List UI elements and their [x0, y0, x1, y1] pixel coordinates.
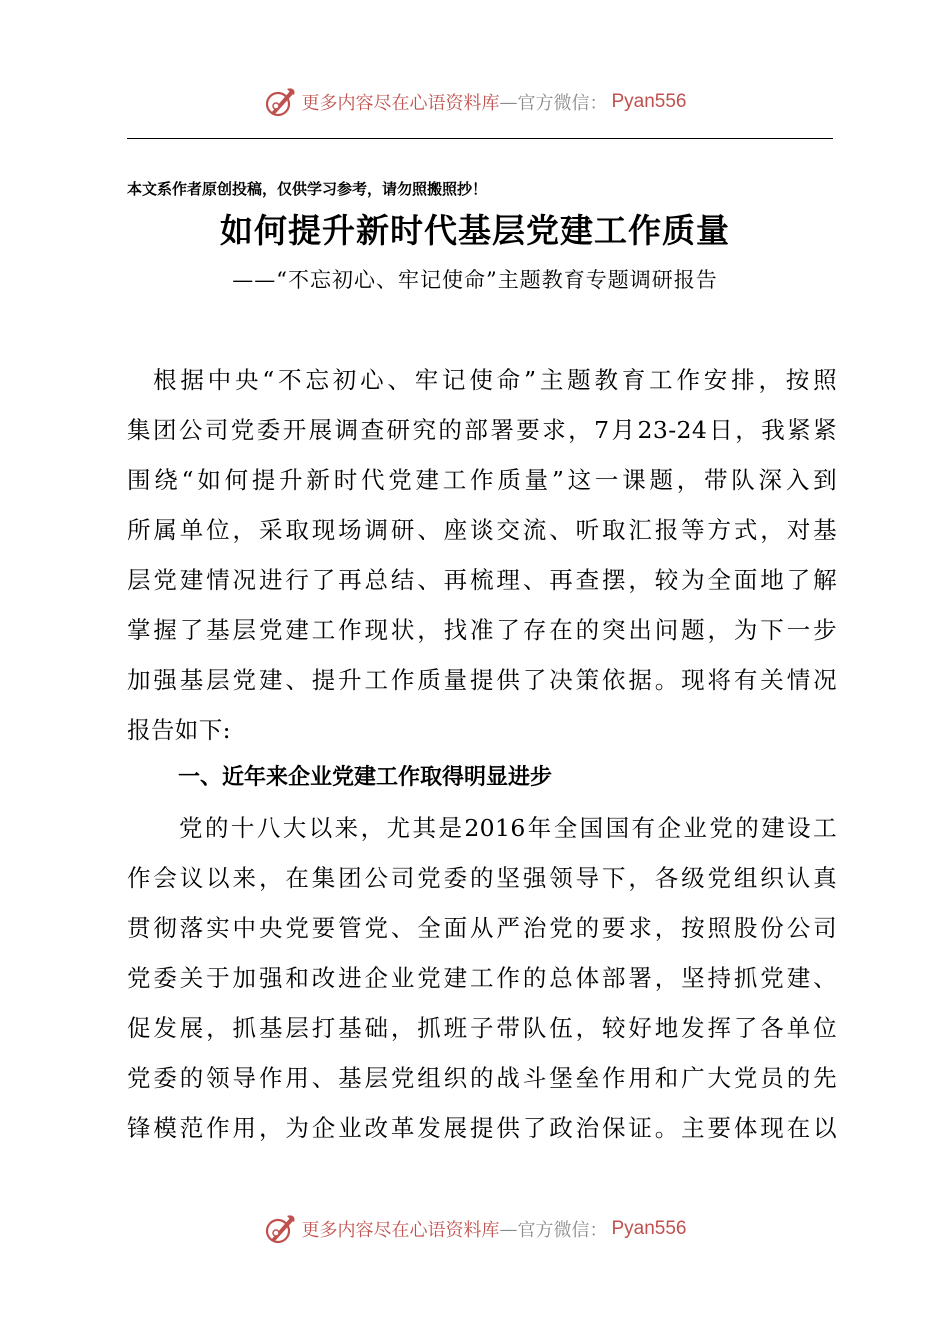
paragraph-line: 报告如下:	[127, 716, 231, 744]
paragraph-line: 所属单位，采取现场调研、座谈交流、听取汇报等方式，对基	[127, 516, 837, 544]
paragraph-line: 党委关于加强和改进企业党建工作的总体部署，坚持抓党建、	[127, 964, 837, 992]
paragraph-line: 党的十八大以来，尤其是2016年全国国有企业党的建设工	[179, 814, 837, 842]
section-heading-1: 一、近年来企业党建工作取得明显进步	[178, 765, 553, 790]
copyright-notice: 本文系作者原创投稿，仅供学习参考，请勿照搬照抄！	[127, 180, 488, 198]
watermark-weixin-label: 官方微信：	[517, 1220, 608, 1241]
paragraph-line: 层党建情况进行了再总结、再梳理、再查摆，较为全面地了解	[127, 566, 837, 594]
watermark-separator: —	[499, 91, 518, 113]
paragraph-line: 围绕“如何提升新时代党建工作质量”这一课题，带队深入到	[127, 466, 837, 494]
watermark-weixin-id: Pyan556	[611, 1218, 687, 1239]
watermark-weixin-id: Pyan556	[611, 91, 687, 112]
paragraph-line: 根据中央“不忘初心、牢记使命”主题教育工作安排，按照	[153, 366, 837, 394]
document-subtitle: ——“不忘初心、牢记使命”主题教育专题调研报告	[232, 268, 718, 292]
paragraph-line: 促发展，抓基层打基础，抓班子带队伍，较好地发挥了各单位	[127, 1014, 837, 1042]
paragraph-line: 作会议以来，在集团公司党委的坚强领导下，各级党组织认真	[127, 864, 837, 892]
paragraph-section1	[127, 803, 837, 1153]
footer-watermark	[0, 1209, 950, 1249]
watermark-text: 更多内容尽在心语资料库	[301, 93, 500, 114]
watermark-separator: —	[499, 1218, 518, 1240]
quill-pen-logo-icon	[263, 1212, 297, 1246]
paragraph-line: 掌握了基层党建工作现状，找准了存在的突出问题，为下一步	[127, 616, 837, 644]
paragraph-line: 集团公司党委开展调查研究的部署要求，7月23-24日，我紧紧	[127, 416, 837, 444]
paragraph-line: 加强基层党建、提升工作质量提供了决策依据。现将有关情况	[127, 666, 837, 694]
document-title: 如何提升新时代基层党建工作质量	[220, 211, 730, 250]
paragraph-line: 贯彻落实中央党要管党、全面从严治党的要求，按照股份公司	[127, 914, 837, 942]
header-watermark	[0, 82, 950, 122]
watermark-weixin-label: 官方微信：	[517, 93, 608, 114]
header-divider	[127, 138, 833, 139]
paragraph-intro	[127, 355, 837, 755]
quill-pen-logo-icon	[263, 85, 297, 119]
paragraph-line: 党委的领导作用、基层党组织的战斗堡垒作用和广大党员的先	[127, 1064, 837, 1092]
paragraph-line: 锋模范作用，为企业改革发展提供了政治保证。主要体现在以	[127, 1114, 837, 1142]
watermark-text: 更多内容尽在心语资料库	[301, 1220, 500, 1241]
